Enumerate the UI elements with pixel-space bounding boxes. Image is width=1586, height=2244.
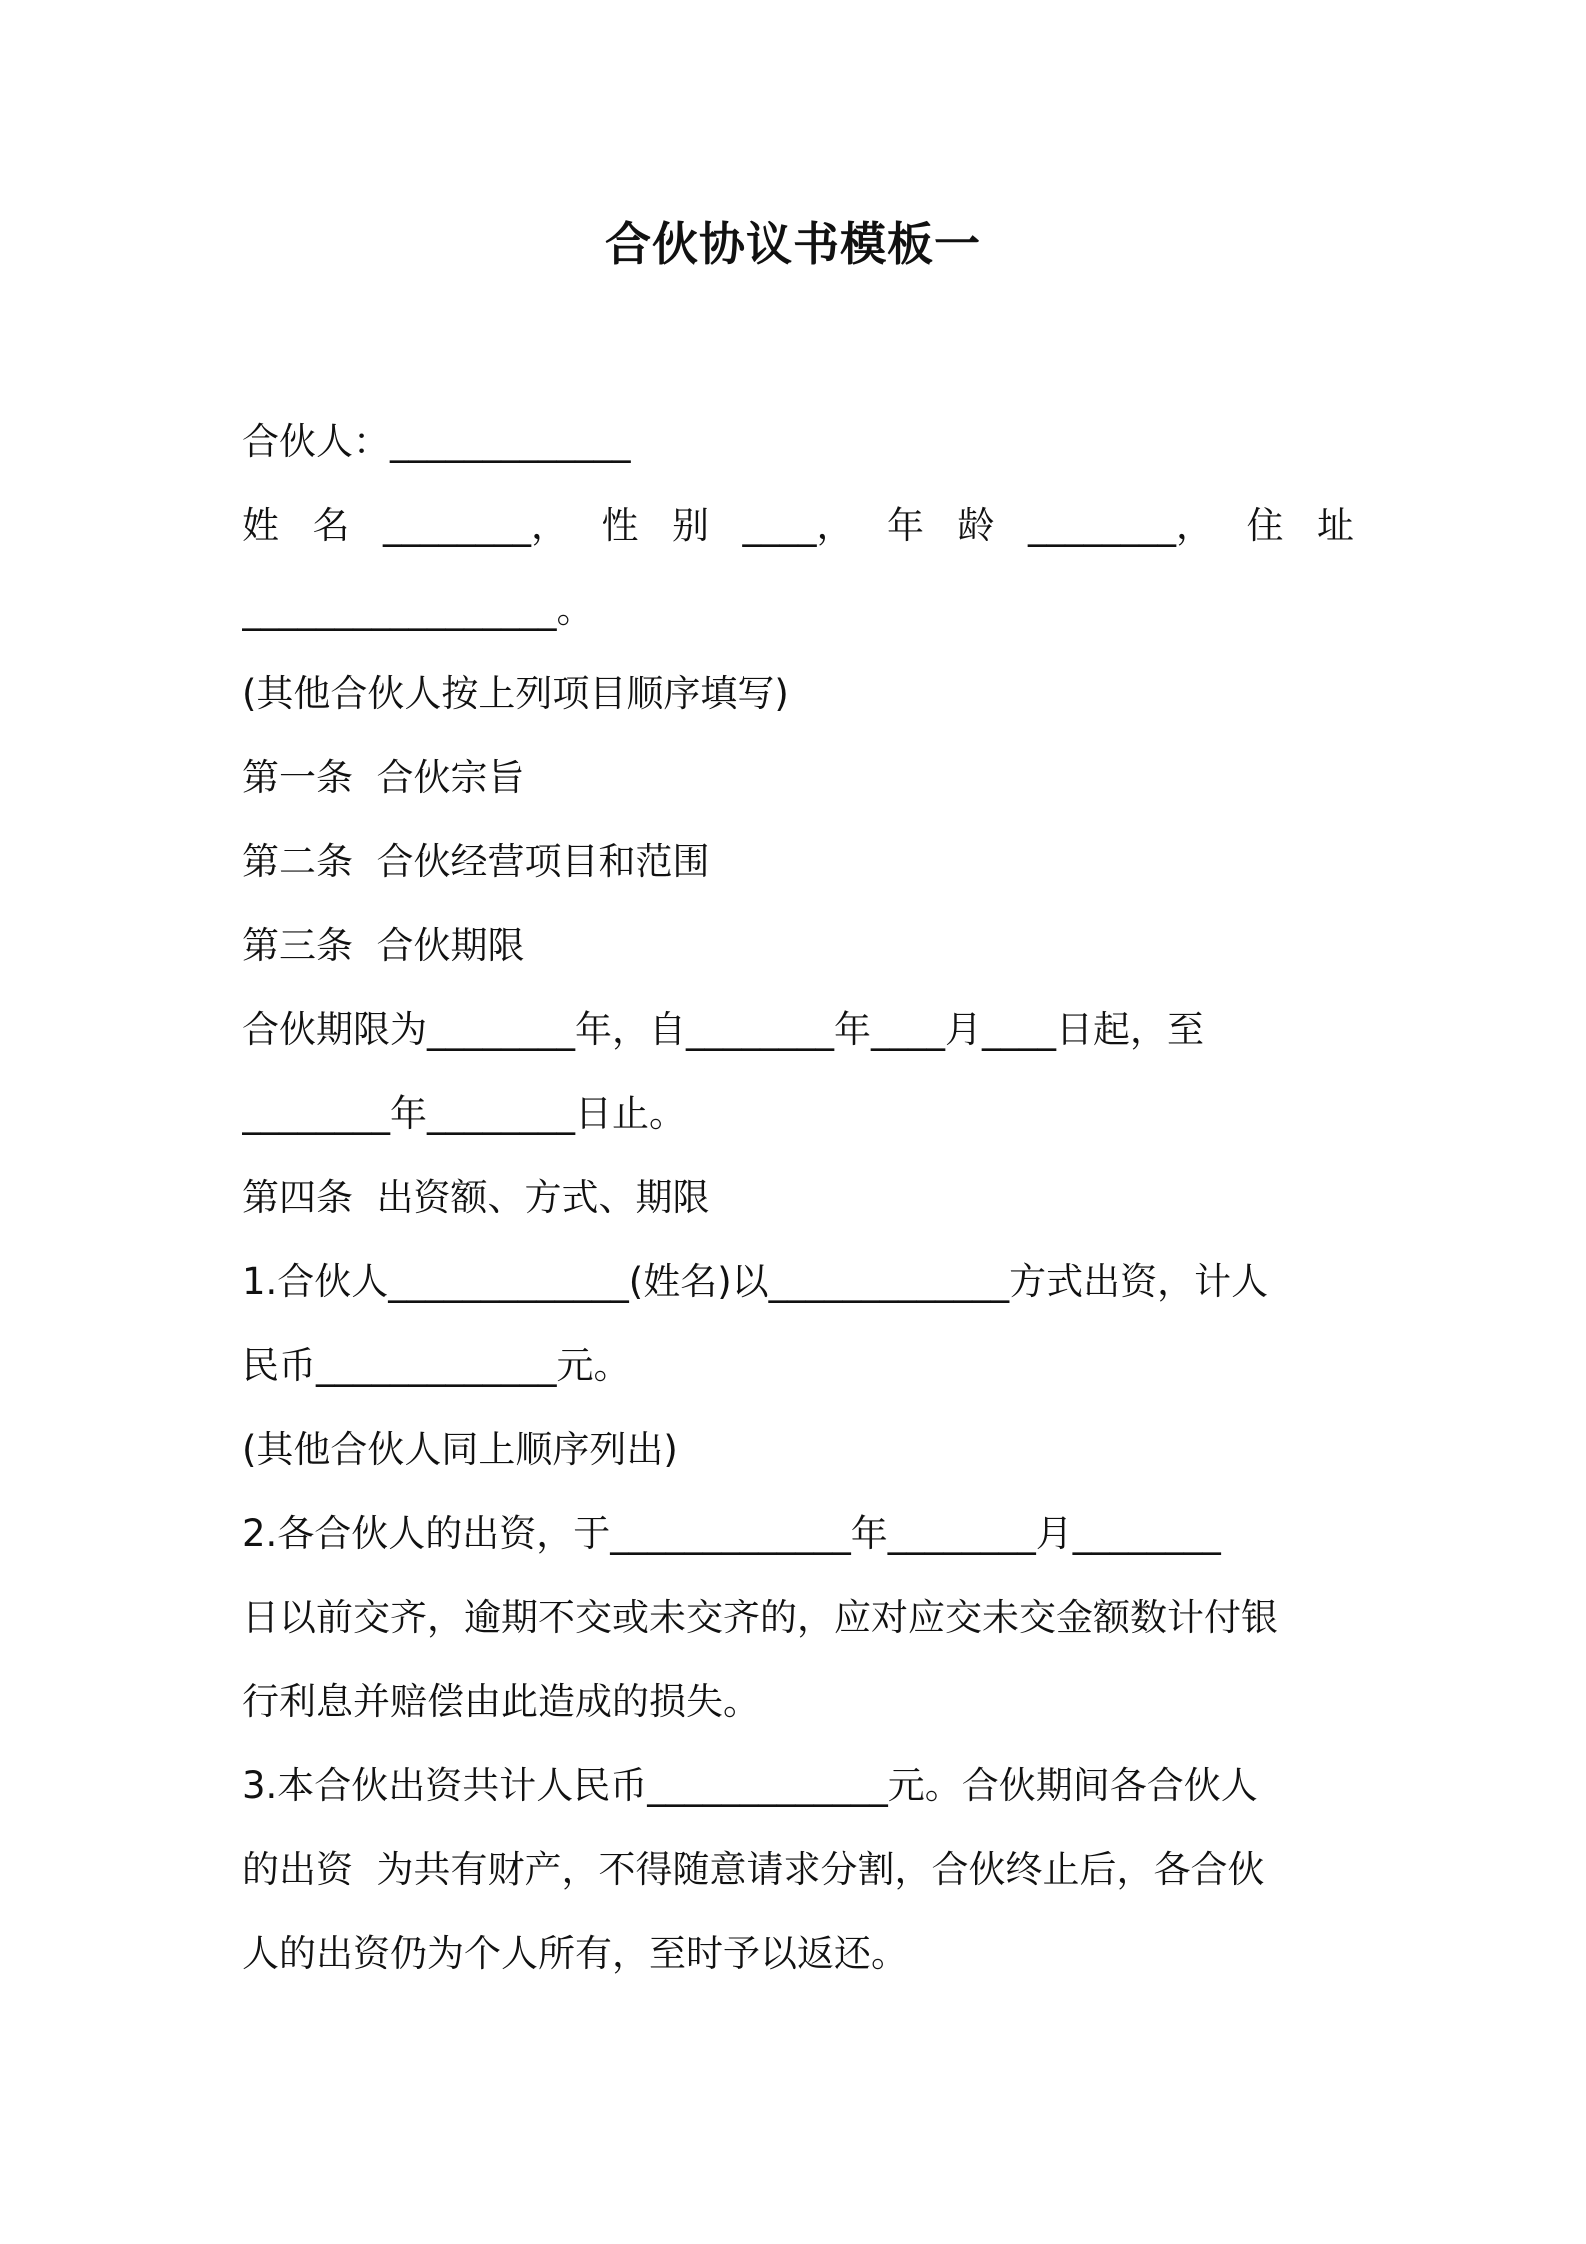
article-4-heading: 第四条 出资额、方式、期限 [242, 1176, 710, 1219]
info-item: 别 [672, 504, 709, 547]
document-title: 合伙协议书模板一 [605, 217, 981, 271]
info-item: ________， [383, 504, 568, 547]
info-item: 住 [1246, 504, 1284, 547]
article-1-heading: 第一条 合伙宗旨 [242, 756, 525, 799]
contribution-1-line-2: 民币_____________元。 [242, 1344, 631, 1387]
contribution-2-line-3: 行利息并赔偿由此造成的损失。 [242, 1680, 760, 1723]
term-line-1: 合伙期限为________年，自________年____月____日起，至 [242, 1008, 1204, 1051]
info-item: ________， [1028, 504, 1213, 547]
info-item: 姓 [242, 504, 279, 547]
contribution-note: (其他合伙人同上顺序列出) [242, 1428, 678, 1471]
contribution-1-line-1: 1.合伙人_____________(姓名)以_____________方式出资，计人 [242, 1260, 1269, 1303]
partner-label: 合伙人：_____________ [242, 420, 631, 463]
document-body [242, 400, 1354, 1996]
info-item: 名 [312, 504, 350, 547]
article-3-heading: 第三条 合伙期限 [242, 924, 525, 967]
info-item: 年 [887, 504, 924, 547]
contribution-3-line-3: 人的出资仍为个人所有，至时予以返还。 [242, 1932, 908, 1975]
contribution-2-line-1: 2.各合伙人的出资，于_____________年________月________ [242, 1512, 1221, 1555]
info-item: 性 [601, 504, 639, 547]
contribution-3-line-2: 的出资 为共有财产，不得随意请求分割，合伙终止后，各合伙 [242, 1848, 1265, 1891]
contribution-3-line-1: 3.本合伙出资共计人民币_____________元。合伙期间各合伙人 [242, 1764, 1258, 1807]
info-item: 龄 [957, 504, 995, 547]
term-line-2: ________年________日止。 [242, 1092, 686, 1135]
address-line: _________________。 [242, 588, 594, 631]
other-partners-note: (其他合伙人按上列项目顺序填写) [242, 672, 789, 715]
partner-info-line [242, 484, 1354, 568]
contribution-2-line-2: 日以前交齐，逾期不交或未交齐的，应对应交未交金额数计付银 [242, 1596, 1278, 1639]
info-item: ____， [742, 504, 854, 547]
article-2-heading: 第二条 合伙经营项目和范围 [242, 840, 710, 883]
info-item: 址 [1317, 504, 1354, 547]
